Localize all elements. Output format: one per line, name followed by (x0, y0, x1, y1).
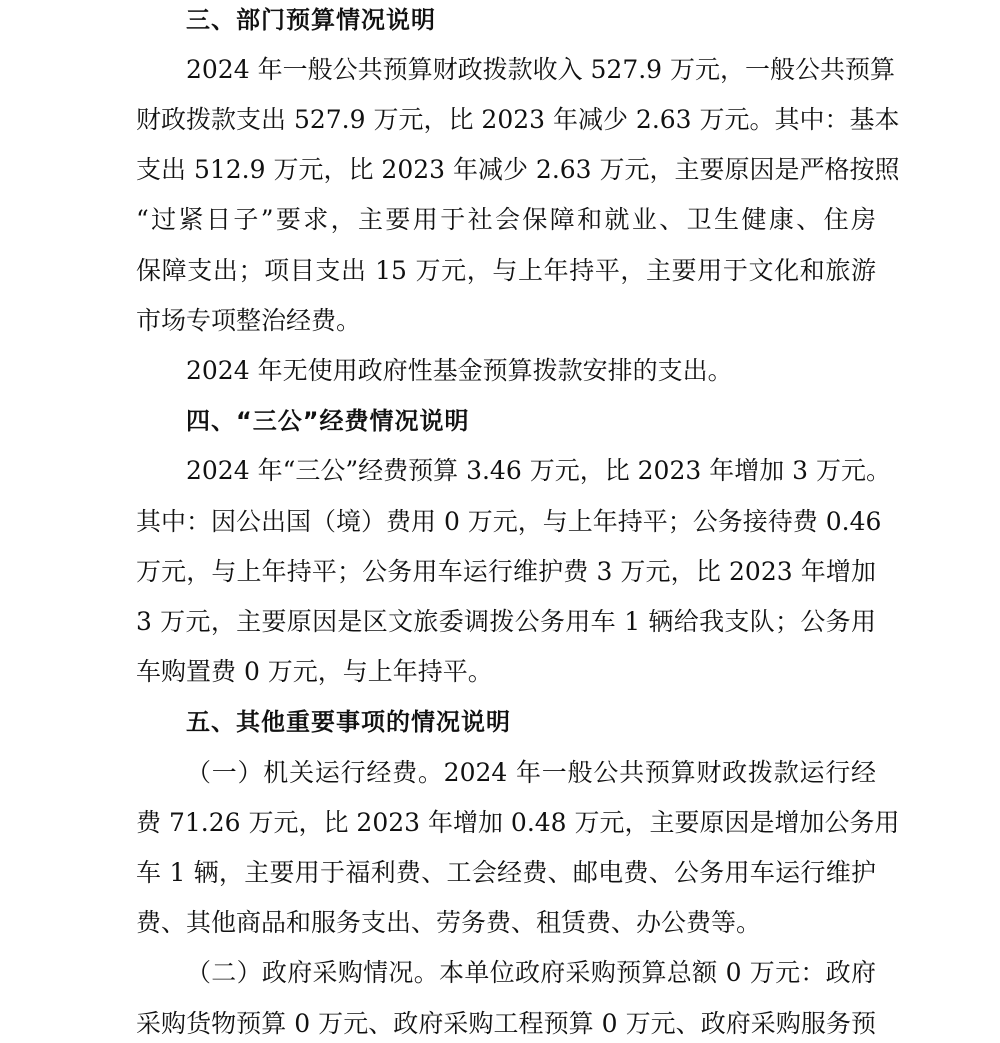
section-heading-three-public: 四、“三公”经费情况说明 (186, 407, 470, 435)
section-heading-other-matters: 五、其他重要事项的情况说明 (186, 708, 511, 736)
text-line: 2024 年一般公共预算财政拨款收入 527.9 万元，一般公共预算 (186, 55, 896, 84)
text-line: （一）机关运行经费。2024 年一般公共预算财政拨款运行经 (186, 758, 876, 787)
text-line: 市场专项整治经费。 (136, 306, 362, 335)
text-line: 2024 年无使用政府性基金预算拨款安排的支出。 (186, 356, 733, 385)
text-line: 保障支出；项目支出 15 万元，与上年持平，主要用于文化和旅游 (136, 256, 876, 285)
text-line: 万元，与上年持平；公务用车运行维护费 3 万元，比 2023 年增加 (136, 557, 876, 586)
text-line: 采购货物预算 0 万元、政府采购工程预算 0 万元、政府采购服务预 (136, 1009, 876, 1038)
text-line: 费 71.26 万元，比 2023 年增加 0.48 万元，主要原因是增加公务用 (136, 808, 900, 837)
text-line: 车购置费 0 万元，与上年持平。 (136, 657, 493, 686)
text-line: 其中：因公出国（境）费用 0 万元，与上年持平；公务接待费 0.46 (136, 507, 882, 536)
text-line: 3 万元，主要原因是区文旅委调拨公务用车 1 辆给我支队；公务用 (136, 607, 876, 636)
text-line: “过紧日子”要求，主要用于社会保障和就业、卫生健康、住房 (136, 205, 876, 234)
text-line: （二）政府采购情况。本单位政府采购预算总额 0 万元：政府 (186, 958, 876, 987)
text-line: 费、其他商品和服务支出、劳务费、租赁费、办公费等。 (136, 908, 762, 937)
text-line: 车 1 辆，主要用于福利费、工会经费、邮电费、公务用车运行维护 (136, 858, 876, 887)
section-heading-budget: 三、部门预算情况说明 (186, 6, 436, 34)
text-line: 财政拨款支出 527.9 万元，比 2023 年减少 2.63 万元。其中：基本 (136, 105, 900, 134)
text-line: 2024 年“三公”经费预算 3.46 万元，比 2023 年增加 3 万元。 (186, 456, 892, 485)
text-line: 支出 512.9 万元，比 2023 年减少 2.63 万元，主要原因是严格按照 (136, 155, 900, 184)
